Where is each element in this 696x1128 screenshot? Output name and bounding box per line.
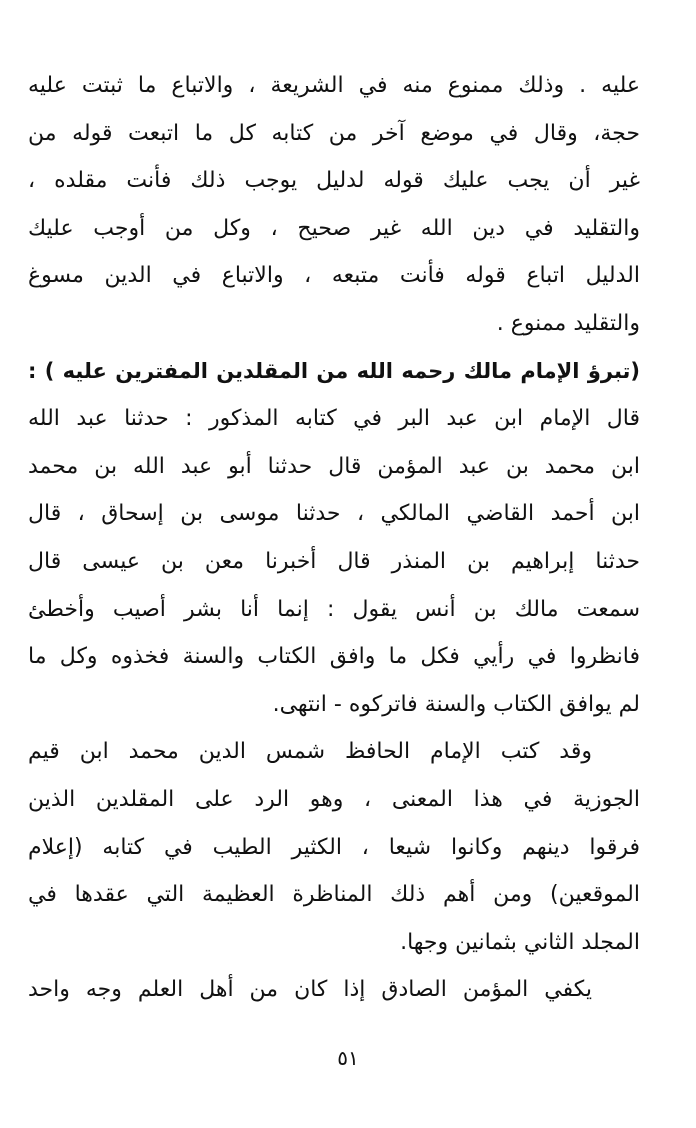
text-line: حدثنا إبراهيم بن المنذر قال أخبرنا معن بن عيسى قال: [28, 548, 640, 574]
text-line: قال الإمام ابن عبد البر في كتابه المذكور : حدثنا عبد الله: [28, 406, 640, 432]
text-line: فرقوا دينهم وكانوا شيعا ، الكثير الطيب في كتابه (إعلام: [28, 834, 640, 860]
page-number: ٥١: [337, 1046, 359, 1070]
text-line: والتقليد ممنوع .: [496, 310, 640, 336]
text-line: الجوزية في هذا المعنى ، وهو الرد على المقلدين الذين: [28, 786, 640, 812]
text-line: الدليل اتباع قوله فأنت متبعه ، والاتباع في الدين مسوغ: [28, 263, 640, 289]
text-line: لم يوافق الكتاب والسنة فاتركوه - انتهى.: [272, 691, 640, 717]
text-line: عليه . وذلك ممنوع منه في الشريعة ، والاتباع ما ثبتت عليه: [28, 73, 640, 98]
text-line: المجلد الثاني بثمانين وجها.: [400, 929, 640, 955]
text-line: غير أن يجب عليك قوله لدليل يوجب ذلك فأنت مقلده ،: [28, 168, 640, 194]
text-line: وقد كتب الإمام الحافظ شمس الدين محمد ابن قيم: [28, 739, 592, 765]
text-line: فانظروا في رأيي فكل ما وافق الكتاب والسنة فخذوه وكل ما: [28, 644, 640, 670]
section-heading: (تبرؤ الإمام مالك رحمه الله من المقلدين المفترين عليه ) :: [28, 358, 640, 383]
text-line: الموقعين) ومن أهم ذلك المناظرة العظيمة التي عقدها في: [28, 882, 640, 908]
text-line: سمعت مالك بن أنس يقول : إنما أنا بشر أصيب وأخطئ: [28, 596, 640, 622]
document-body: [28, 62, 640, 1014]
text-line: والتقليد في دين الله غير صحيح ، وكل من أوجب عليك: [28, 215, 640, 241]
text-line: يكفي المؤمن الصادق إذا كان من أهل العلم وجه واحد: [28, 977, 592, 1003]
text-line: ابن أحمد القاضي المالكي ، حدثنا موسى بن إسحاق ، قال: [28, 501, 640, 527]
text-line: ابن محمد بن عبد المؤمن قال حدثنا أبو عبد الله بن محمد: [28, 453, 640, 479]
text-line: حجة، وقال في موضع آخر من كتابه كل ما اتبعت قوله من: [28, 120, 640, 146]
